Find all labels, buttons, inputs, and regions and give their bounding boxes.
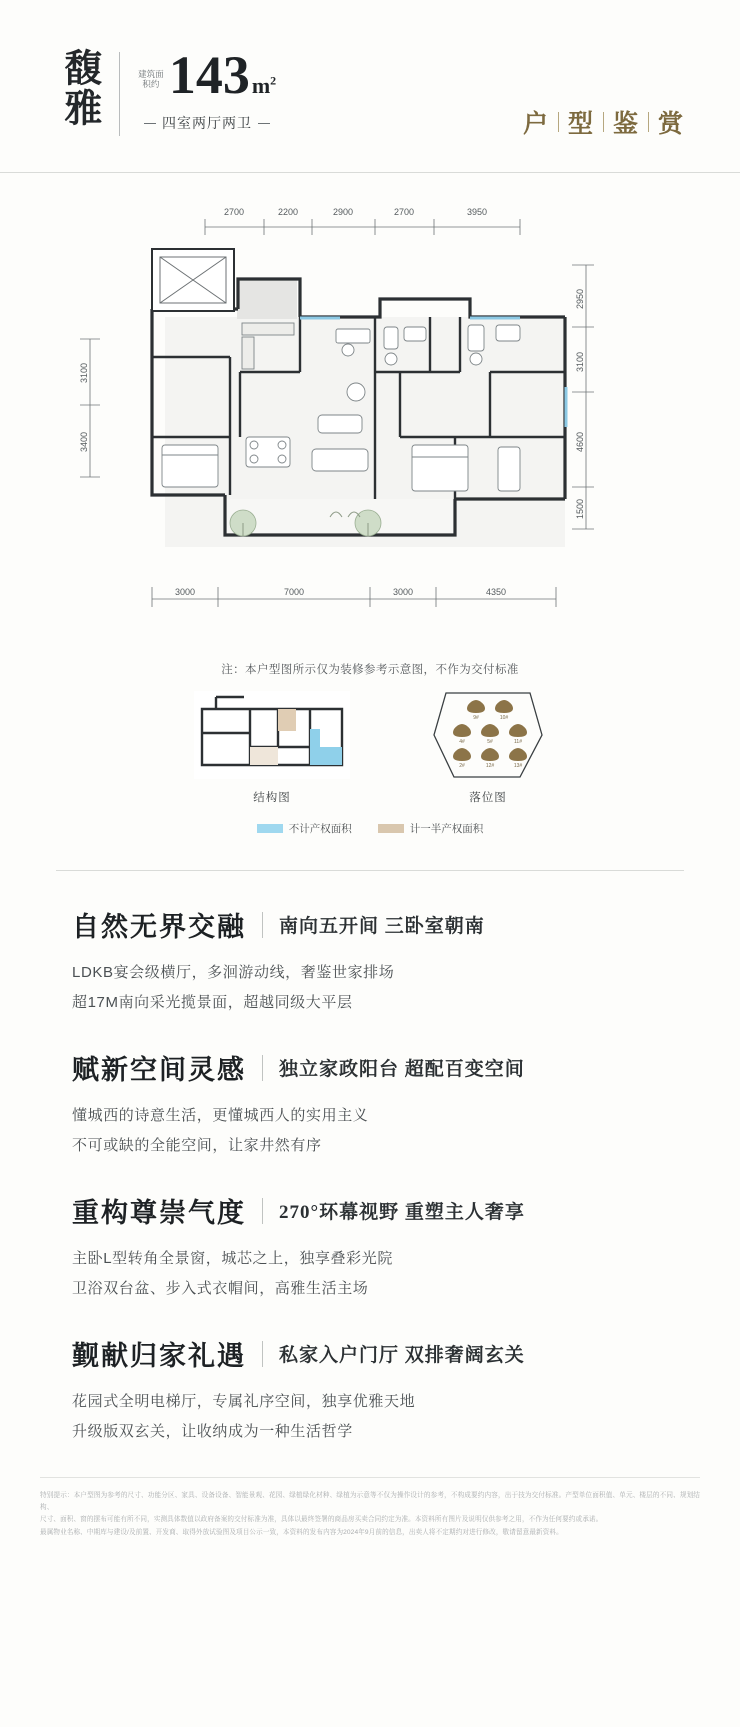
legend-item-1 [378, 821, 484, 836]
feature-3-subtitle: 私家入户门厅 双排奢阔玄关 [279, 1345, 525, 1366]
feature-2-sep [262, 1198, 263, 1224]
parking-unit-5 [481, 724, 499, 737]
huxing-bar-2 [648, 112, 649, 132]
dim-right-0: 2950 [575, 288, 585, 310]
svg-text:9#: 9# [473, 715, 479, 721]
legend-swatch-0 [257, 824, 283, 833]
feature-0-sep [262, 912, 263, 938]
legend-label-1: 计一半产权面积 [409, 823, 484, 835]
huxing-char-1: 型 [567, 111, 594, 138]
area-label: 建筑面积约 [138, 68, 164, 89]
section-title-huxing [523, 48, 684, 140]
dim-bottom-2: 3000 [392, 587, 414, 597]
dim-right-2: 4600 [575, 431, 585, 453]
feature-3 [72, 1334, 680, 1447]
disclaimer [0, 1478, 740, 1539]
features-section [0, 871, 740, 1447]
feature-2-lines [72, 1244, 680, 1304]
feature-0-lines [72, 958, 680, 1018]
parking-unit-9 [467, 700, 485, 713]
parking-caption: 落位图 [469, 792, 507, 804]
dim-top-4: 3950 [466, 207, 488, 217]
feature-3-title: 觐献归家礼遇 [72, 1341, 246, 1371]
dim-bottom-3: 4350 [485, 587, 507, 597]
dim-right-3: 1500 [575, 498, 585, 520]
dash-right [258, 123, 270, 124]
disclaimer-line-1: 尺寸、面积、窗的摆布可能有所不同，实测具体数值以政府备案的交付标准为准，具体以最终签署的商品房买卖合同约定为准。本资料所有图片及说明仅供参考之用，不作为任何要约或承诺。 [40, 1516, 603, 1524]
feature-3-line-0: 花园式全明电梯厅，专属礼序空间，独享优雅天地 [72, 1393, 416, 1410]
structure-diagram-svg [192, 689, 352, 781]
dim-bottom-0: 3000 [174, 587, 196, 597]
feature-3-lines [72, 1387, 680, 1447]
feature-1-line-0: 懂城西的诗意生活，更懂城西人的实用主义 [72, 1107, 369, 1124]
plan-note: 注：本户型图所示仅为装修参考示意图，不作为交付标准 [221, 664, 519, 676]
dash-left [144, 123, 156, 124]
feature-0-subtitle: 南向五开间 三卧室朝南 [279, 916, 485, 937]
room-config-text: 四室两厅两卫 [161, 115, 252, 132]
dim-top-3: 2700 [393, 207, 415, 217]
dim-top-1: 2200 [277, 207, 299, 217]
feature-2-title: 重构尊崇气度 [72, 1198, 246, 1228]
disclaimer-line-2: 最属物业名称、中期库与建设/及前置、开发商、取得外放试验图及项目公示一致，本资料的发布内容为2024年9月前的信息，出卖人将不定期约对进行修改，敬请留意最新资料。 [40, 1528, 563, 1536]
feature-3-head [72, 1334, 680, 1373]
svg-text:10#: 10# [499, 715, 509, 721]
huxing-char-0: 户 [522, 111, 549, 138]
dim-top-0: 2700 [223, 207, 245, 217]
plan-geometry [152, 249, 566, 547]
page-header [0, 0, 740, 172]
dim-right-1: 3100 [575, 351, 585, 373]
feature-1-head [72, 1048, 680, 1087]
feature-1 [72, 1048, 680, 1161]
huxing-char-3: 赏 [657, 111, 684, 138]
area-row [138, 45, 277, 105]
svg-text:5#: 5# [487, 739, 493, 745]
header-rule [0, 172, 740, 173]
svg-text:2#: 2# [459, 763, 465, 769]
feature-1-lines [72, 1101, 680, 1161]
legend [0, 821, 740, 836]
room-config [144, 113, 270, 133]
parking-unit-10 [495, 700, 513, 713]
feature-0 [72, 905, 680, 1018]
dim-top-2: 2900 [332, 207, 354, 217]
svg-text:12#: 12# [485, 763, 495, 769]
svg-text:13#: 13# [513, 763, 523, 769]
dim-left-0: 3100 [79, 362, 89, 384]
feature-0-title: 自然无界交融 [72, 912, 246, 942]
feature-1-title: 赋新空间灵感 [72, 1055, 246, 1085]
feature-0-line-1: 超17M南向采光揽景面，超越同级大平层 [72, 994, 353, 1011]
feature-2 [72, 1191, 680, 1304]
parking-unit-2 [481, 748, 499, 761]
svg-text:11#: 11# [514, 739, 522, 745]
area-unit [252, 73, 276, 99]
floor-plan-drawing [0, 187, 740, 657]
huxing-bar-1 [603, 112, 604, 132]
feature-3-line-1: 升级版双玄关，让收纳成为一种生活哲学 [72, 1423, 353, 1440]
disclaimer-line-0: 特别提示：本户型图为参考的尺寸、功能分区、家具、设备设备、智能景观、花园、绿植绿化材种、绿植为示意等不仅为操作设计的参考，不构成要约内容，出于技为交付标准。产型单位面积值、单元、楼层的不同、规划结构、 [40, 1492, 700, 1512]
legend-label-0: 不计产权面积 [288, 823, 352, 835]
dim-left-1: 3400 [79, 431, 89, 453]
feature-2-head [72, 1191, 680, 1230]
header-divider [119, 52, 120, 136]
structure-caption: 结构图 [253, 792, 291, 804]
parking-diagram-svg [428, 689, 548, 781]
huxing-char-2: 鉴 [612, 111, 639, 138]
feature-0-line-0: LDKB宴会级横厅，多洄游动线，奢鉴世家排场 [72, 964, 395, 981]
title-block [56, 45, 277, 146]
feature-1-subtitle: 独立家政阳台 超配百变空间 [279, 1059, 525, 1080]
feature-3-sep [262, 1341, 263, 1367]
parking-diagram [428, 689, 548, 805]
parking-unit-4 [453, 724, 471, 737]
dim-bottom-1: 7000 [283, 587, 305, 597]
parking-unit-1 [453, 748, 471, 761]
feature-2-line-1: 卫浴双台盆、步入式衣帽间，高雅生活主场 [72, 1280, 369, 1297]
huxing-bar-0 [558, 112, 559, 132]
area-unit-sup: 2 [270, 73, 277, 88]
area-block [138, 45, 277, 133]
legend-swatch-1 [378, 824, 404, 833]
floor-plan-area [0, 187, 740, 676]
svg-text:4#: 4# [459, 739, 465, 745]
area-value: 143 [168, 45, 250, 105]
area-unit-text: m [251, 73, 271, 99]
mini-diagrams [0, 689, 740, 805]
unit-name: 馥雅 [57, 48, 100, 128]
feature-2-line-0: 主卧L型转角全景窗，城芯之上，独享叠彩光院 [72, 1250, 393, 1267]
parking-unit-11 [509, 724, 527, 737]
feature-1-sep [262, 1055, 263, 1081]
legend-item-0 [257, 821, 352, 836]
feature-1-line-1: 不可或缺的全能空间，让家井然有序 [72, 1137, 322, 1154]
feature-2-subtitle: 270°环幕视野 重塑主人奢享 [279, 1202, 525, 1223]
parking-unit-12 [509, 748, 527, 761]
feature-0-head [72, 905, 680, 944]
structure-diagram [192, 689, 352, 805]
